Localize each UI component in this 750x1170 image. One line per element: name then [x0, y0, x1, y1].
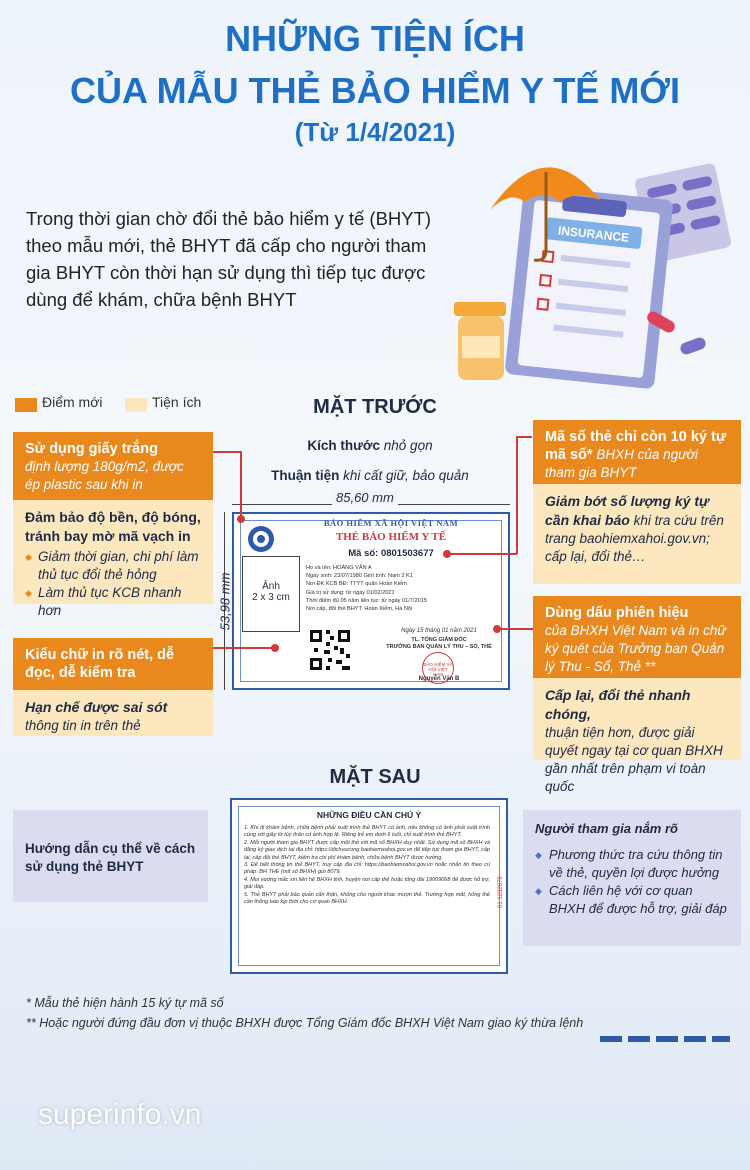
- card-org: BẢO HIỂM XÃ HỘI VIỆT NAM: [323, 518, 459, 528]
- back-right-item: ◆ Phương thức tra cứu thông tin về thẻ, quyền lợi được hưởng: [535, 846, 729, 882]
- card-title: THẺ BẢO HIỂM Y TẾ: [335, 531, 447, 543]
- qr-code-icon: [308, 628, 352, 672]
- info-line: Ngày sinh: 23/07/1980 Giới tính: Nam 2 K1: [306, 573, 413, 580]
- official-stamp: BẢO HIỂM XÃ HỘI VIỆT NAM: [422, 652, 454, 684]
- back-right-item: ◆ Cách liên hệ với cơ quan BHXH để được hỗ trợ, giải đáp: [535, 882, 729, 918]
- card-info: [306, 564, 506, 613]
- convenient-note: [230, 468, 510, 483]
- info-line: Nơi ĐK KCB BĐ: TTYT quận Hoàn Kiếm: [306, 581, 407, 588]
- legend-new-label: Điểm mới: [42, 394, 103, 410]
- back-card-line: 4. Mọi vướng mắc xin liên hệ BHXH tỉnh, huyện nơi cấp thẻ hoặc tổng đài 19009068 để được hỗ trợ, giải đáp.: [244, 876, 490, 891]
- stamp-box: [533, 596, 741, 678]
- code-benefit-title: Giảm bớt số lượng ký tự cần khai báo: [545, 493, 710, 528]
- stamp-title: Dùng dấu phiên hiệu: [545, 605, 689, 621]
- stamp-benefit-title: Cấp lại, đổi thẻ nhanh chóng,: [545, 687, 691, 722]
- card-sign-title-2: TRƯỞNG BAN QUẢN LÝ THU – SỔ, THẺ: [386, 644, 492, 650]
- code-title: Mã số thẻ chỉ còn 10 ký tự mã số*: [545, 429, 727, 463]
- font-benefit-box: [13, 690, 213, 736]
- stamp-benefit-box: [533, 678, 741, 794]
- code-detail: BHXH của người tham gia BHYT: [545, 447, 698, 480]
- card-date: Ngày 15 tháng 01 năm 2021: [401, 628, 477, 634]
- code-benefit-box: [533, 484, 741, 584]
- photo-size: 2 x 3 cm: [252, 592, 290, 603]
- paper-benefit-item: ◆ Làm thủ tục KCB nhanh hơn: [25, 584, 201, 620]
- back-card-line: 2. Mỗi người tham gia BHYT được cấp một thẻ với mã số BHXH duy nhất. Sử dụng mã số BHXH và đăng ký giao dịch tại địa chỉ: https://dichvucong.baohiemxahoi.gov.vn để tiếp tục tham gia BHYT, cấp lại, cấp đổi thẻ BHYT, kiểm tra chi phí khám bệnh, chữa bệnh BHYT được hưởng.: [244, 839, 490, 861]
- bhxh-logo-icon: [246, 524, 276, 554]
- code-box: [533, 420, 741, 484]
- paper-detail: định lượng 180g/m2, được ép plastic sau khi in: [25, 459, 184, 492]
- paper-title: Sử dụng giấy trắng: [25, 441, 158, 457]
- watermark: superinfo.vn: [38, 1098, 202, 1131]
- back-right-title: Người tham gia nắm rõ: [535, 821, 678, 836]
- code-benefit-rest: khi tra cứu trên trang baohiemxahoi.gov.vn; cấp lại, đổi thẻ…: [545, 513, 724, 564]
- font-benefit-title: Hạn chế được sai sót: [25, 699, 168, 715]
- back-card-serial: 01 1232079: [498, 876, 504, 908]
- info-line: Giá trị sử dụng: từ ngày 01/02/2021: [306, 589, 395, 596]
- title-line-1: NHỮNG TIỆN ÍCH: [225, 18, 525, 59]
- info-line: Họ và tên: HOÀNG VĂN A: [306, 565, 372, 571]
- card-signer: Nguyễn Văn B: [418, 676, 460, 682]
- photo-label: Ảnh: [262, 581, 280, 592]
- paper-benefit-title: Đảm bảo độ bền, độ bóng, tránh bay mờ mã vạch in: [25, 509, 201, 544]
- card-code: Mã số: 0801503677: [348, 548, 434, 559]
- footnote-2: ** Hoặc người đứng đầu đơn vị thuộc BHXH được Tổng Giám đốc BHXH Việt Nam giao ký thừa lệnh: [26, 1016, 584, 1030]
- insurance-illustration: [450, 130, 750, 390]
- paper-benefit-box: [13, 500, 213, 618]
- paper-box: [13, 432, 213, 500]
- back-card-text: [244, 825, 490, 906]
- font-title: Kiểu chữ in rõ nét, dễ đọc, dễ kiểm tra: [25, 647, 175, 681]
- front-card: [232, 512, 510, 690]
- brand-stripe: [600, 1036, 730, 1042]
- size-rest: nhỏ gọn: [380, 438, 433, 453]
- back-card-line: 5. Thẻ BHYT phải bảo quản cẩn thận, không cho người khác mượn thẻ. Trường hợp mất, hỏng thẻ cần thông báo kịp thời cho cơ quan BHXH.: [244, 891, 490, 906]
- subtitle: (Từ 1/4/2021): [294, 117, 456, 147]
- back-left-box: Hướng dẫn cụ thể về cách sử dụng thẻ BHYT: [13, 810, 208, 902]
- legend-benefit-label: Tiện ích: [152, 394, 202, 410]
- convenient-bold: Thuận tiện: [271, 468, 340, 483]
- stamp-detail: của BHXH Việt Nam và in chữ ký quét của Trưởng ban Quản lý Thu - Sổ, Thẻ **: [545, 623, 726, 674]
- back-card-line: 3. Để biết thông tin thẻ BHYT, truy cập địa chỉ: https://baohiemxahoi.gov.vn hoặc nhắn tin theo cú pháp: BH THE (mã số BHXH) gửi 8079.: [244, 862, 490, 876]
- back-heading: MẶT SAU: [329, 766, 421, 788]
- info-line: Thời điểm đủ 05 năm liên tục: từ ngày 01/7/2015: [306, 597, 427, 604]
- size-note: [240, 438, 500, 453]
- footnote-1: * Mẫu thẻ hiện hành 15 ký tự mã số: [26, 996, 224, 1010]
- back-card-line: 1. Khi đi khám bệnh, chữa bệnh phải xuất trình thẻ BHYT có ảnh, nếu không có ảnh phải xuất trình cùng với giấy tờ tùy thân có ảnh hợp lệ. Riêng trẻ em dưới 6 tuổi, chỉ xuất trình thẻ BHYT.: [244, 825, 490, 839]
- title-line-2: CỦA MẪU THẺ BẢO HIỂM Y TẾ MỚI: [69, 70, 681, 111]
- info-line: Nơi cấp, đổi thẻ BHYT: Hoàn Kiếm, Hà Nội: [306, 606, 413, 613]
- clipboard-label: INSURANCE: [557, 223, 630, 245]
- card-sign-title-1: TL. TỔNG GIÁM ĐỐC: [411, 637, 467, 643]
- front-heading: MẶT TRƯỚC: [313, 396, 437, 418]
- bottle-icon: [454, 302, 506, 316]
- intro-paragraph: Trong thời gian chờ đổi thẻ bảo hiểm y tế (BHYT) theo mẫu mới, thẻ BHYT đã cấp cho người tham gia BHYT còn thời hạn sử dụng thì tiếp tục được dùng để khám, chữa bệnh BHYT: [26, 208, 432, 310]
- photo-box: [242, 556, 300, 632]
- width-label: 85,60 mm: [332, 490, 398, 505]
- font-benefit-rest: thông tin in trên thẻ: [25, 718, 141, 733]
- size-bold: Kích thước: [307, 438, 381, 453]
- back-card: [230, 798, 508, 974]
- font-box: [13, 638, 213, 690]
- height-label: 53,98 mm: [217, 572, 233, 631]
- convenient-rest: khi cất giữ, bảo quản: [339, 468, 469, 483]
- back-card-title: NHỮNG ĐIỀU CẦN CHÚ Ý: [316, 810, 422, 820]
- stamp-benefit-rest: thuận tiện hơn, được giải quyết ngay tại cơ quan BHXH gần nhất trên phạm vi toàn quốc: [545, 725, 723, 794]
- paper-benefit-item: ◆ Giảm thời gian, chi phí làm thủ tục đổi thẻ hỏng: [25, 548, 201, 584]
- back-right-box: [523, 810, 741, 946]
